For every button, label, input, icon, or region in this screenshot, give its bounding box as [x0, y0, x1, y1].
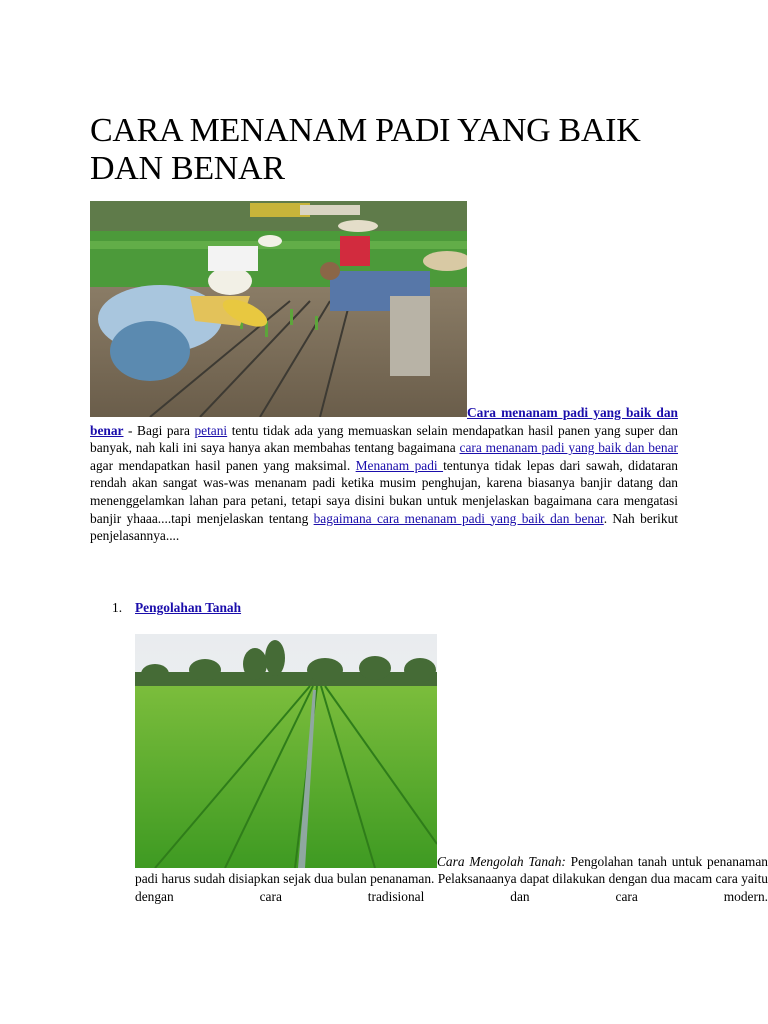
intro-text-5: . Nah berikut penjelasannya....	[90, 510, 679, 544]
section-pengolahan-tanah	[135, 853, 768, 905]
farmers-planting-photo	[90, 201, 467, 417]
link-menanam-padi[interactable]: Menanam padi	[355, 457, 444, 473]
intro-text-2: tentu tidak ada yang memuaskan selain mendapatkan hasil panen yang super dan banyak, nah kali ini saya hanya akan membahas tentang bagaimana	[90, 422, 678, 456]
list-item	[112, 599, 241, 617]
article-title: CARA MENANAM PADI YANG BAIK DAN BENAR	[90, 112, 641, 187]
intro-text-4: tentunya tidak lepas dari sawah, didataran rendah akan sangat was-was menanam padi ketika musim penghujan, karena biasanya banjir datang dan menenggelamkan lahan para petani, tetapi saya disini bukan untuk menjelaskan bagaimana cara mengatasi banjir yhaaa....tapi menjelaskan tentang	[90, 457, 678, 526]
link-bagaimana-cara[interactable]: bagaimana cara menanam padi yang baik dan benar	[313, 510, 604, 526]
section-body: Pengolahan tanah untuk penanaman padi harus sudah disiapkan sejak dua bulan penanaman. Pelaksanaanya dapat dilakukan dengan dua macam cara yaitu dengan cara tradisional dan cara modern.	[135, 854, 768, 904]
link-petani[interactable]: petani	[194, 422, 228, 438]
link-pengolahan-tanah[interactable]: Pengolahan Tanah	[135, 600, 242, 615]
intro-text-3: agar mendapatkan hasil panen yang maksimal.	[90, 457, 356, 473]
intro-text-1: - Bagi para	[123, 422, 195, 438]
section-caption: Cara Mengolah Tanah:	[437, 854, 566, 869]
list-number: 1.	[112, 600, 123, 615]
link-cara-menanam[interactable]: cara menanam padi yang baik dan benar	[459, 440, 678, 456]
link-cara-menanam-heading[interactable]: Cara menanam padi yang baik dan benar	[90, 405, 678, 438]
intro-paragraph	[90, 404, 678, 545]
rice-field-photo	[135, 634, 437, 868]
steps-list	[112, 599, 241, 617]
